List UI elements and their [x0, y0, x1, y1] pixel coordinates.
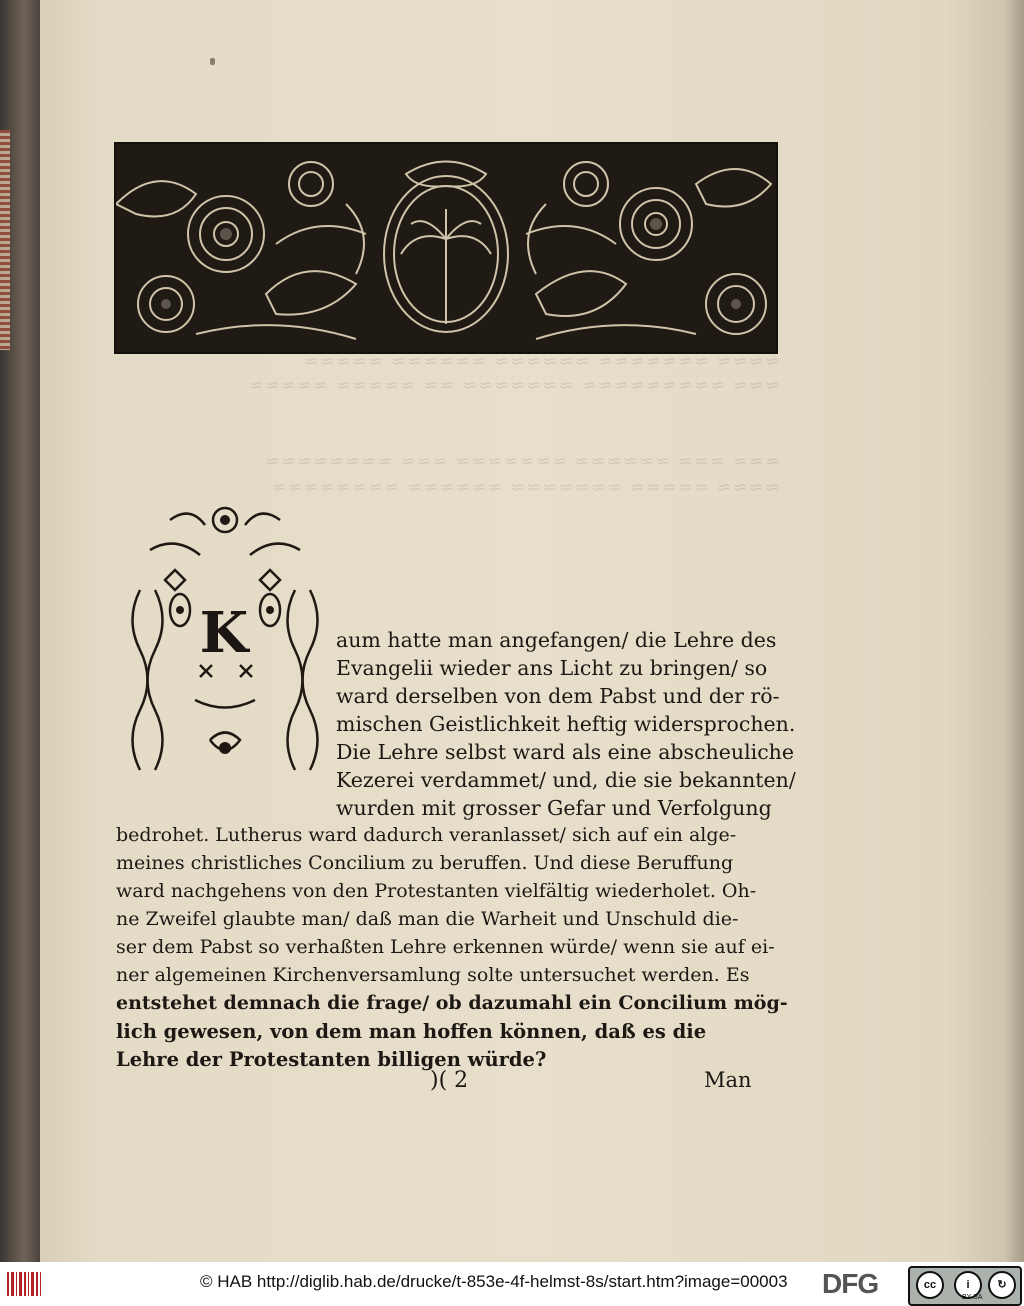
text-line: Evangelii wieder ans Licht zu bringen/ so [336, 656, 768, 680]
catchword: Man [704, 1068, 752, 1092]
text-line: ward nachgehens von den Protestanten vielfältig wiederholet. Oh- [116, 880, 757, 902]
text-line: entstehet demnach die frage/ ob dazumahl ein Concilium mög- [116, 992, 788, 1014]
license-label: BY SA [962, 1294, 983, 1301]
page-shadow [1004, 0, 1024, 1262]
text-line: aum hatte man angefangen/ die Lehre des [336, 628, 777, 652]
page-speck [210, 58, 215, 65]
barcode-icon [6, 1270, 42, 1298]
bleed-through-text: ≈≈≈≈ ≈≈≈≈≈≈≈ ≈≈≈≈≈≈ ≈≈≈≈≈≈ ≈≈≈≈≈ [302, 351, 780, 372]
text-line: ser dem Pabst so verhaßten Lehre erkennen würde/ wenn sie auf ei- [116, 936, 775, 958]
text-line: Kezerei verdammet/ und, die sie bekannten/ [336, 768, 796, 792]
text-line: Die Lehre selbst ward als eine abscheuliche [336, 740, 795, 764]
text-line: ner algemeinen Kirchenversamlung solte untersuchet werden. Es [116, 964, 750, 986]
text-line: bedrohet. Lutherus ward dadurch veranlasset/ sich auf ein alge- [116, 824, 737, 846]
text-line: ward derselben von dem Pabst und der rö- [336, 684, 780, 708]
text-line: Lehre der Protestanten billigen würde? [116, 1048, 547, 1071]
bleed-through-text: ≈≈≈ ≈≈≈≈≈≈≈≈≈ ≈≈≈≈≈≈≈ ≈≈ ≈≈≈≈≈ ≈≈≈≈≈ [247, 375, 780, 396]
text-line: lich gewesen, von dem man hoffen können, daß es die [116, 1020, 707, 1043]
signature-mark: )( 2 [430, 1068, 469, 1093]
text-line: meines christliches Concilium zu beruffen. Und diese Beruffung [116, 852, 734, 874]
bleed-through-text: ≈≈≈ ≈≈≈ ≈≈≈≈≈≈ ≈≈≈≈≈≈≈ ≈≈≈ ≈≈≈≈≈≈≈≈ [263, 451, 780, 472]
copyright-link[interactable]: © HAB http://diglib.hab.de/drucke/t-853e-4f-helmst-8s/start.htm?image=00003 [200, 1272, 788, 1291]
text-line: mischen Geistlichkeit heftig widersprochen. [336, 712, 796, 736]
initial-letter: K [199, 600, 249, 666]
cc-license-badge[interactable] [908, 1266, 1022, 1306]
share-alike-icon: ↻ [988, 1271, 1016, 1299]
woodcut-headpiece [114, 142, 778, 354]
text-line: wurden mit grosser Gefar und Verfolgung [336, 796, 772, 820]
text-line: ne Zweifel glaubte man/ daß man die Warheit und Unschuld die- [116, 908, 739, 930]
cc-icon: cc [916, 1271, 944, 1299]
attribution-icon: i [954, 1271, 982, 1299]
binding-edge [0, 130, 10, 350]
dfg-logo: DFG [822, 1268, 879, 1299]
bleed-through-text: ≈≈≈≈ ≈≈≈≈≈ ≈≈≈≈≈≈≈ ≈≈≈≈≈≈ ≈≈≈≈≈≈≈≈ [270, 477, 780, 498]
